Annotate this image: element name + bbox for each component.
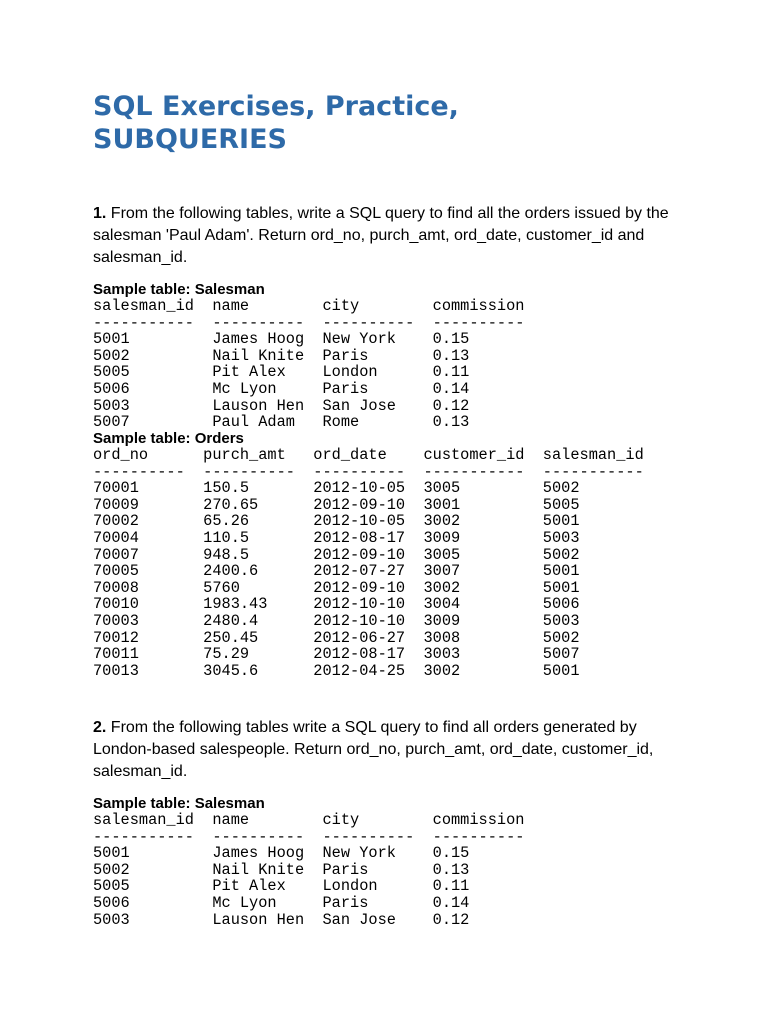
table-row: 5003 Lauson Hen San Jose 0.12 bbox=[93, 910, 470, 929]
table-row: 5007 Paul Adam Rome 0.13 bbox=[93, 413, 470, 432]
table-row: 5001 James Hoog New York 0.15 bbox=[93, 844, 470, 863]
salesman-table-1-body bbox=[93, 298, 524, 431]
orders-table bbox=[93, 430, 644, 679]
table-row: 5001 James Hoog New York 0.15 bbox=[93, 330, 470, 349]
salesman-table-1 bbox=[93, 281, 524, 431]
question-1-text: From the following tables, write a SQL query to find all the orders issued by the salesman 'Paul Adam'. Return ord_no, purch_amt, ord_date, customer_id and salesman_id. bbox=[93, 205, 669, 266]
table-row: 70013 3045.6 2012-04-25 3002 5001 bbox=[93, 661, 580, 680]
table-row: 5002 Nail Knite Paris 0.13 bbox=[93, 860, 470, 879]
table-row: 70007 948.5 2012-09-10 3005 5002 bbox=[93, 545, 580, 564]
table-header-row: salesman_id name city commission bbox=[93, 811, 525, 829]
table-row: 5005 Pit Alex London 0.11 bbox=[93, 363, 470, 382]
title-line-2: SUBQUERIES bbox=[93, 124, 287, 155]
question-2-text: From the following tables write a SQL query to find all orders generated by London-based salespeople. Return ord_no, purch_amt, ord_date, customer_id, salesman_id. bbox=[93, 719, 654, 780]
table-row: 5006 Mc Lyon Paris 0.14 bbox=[93, 893, 470, 912]
table-row: 70005 2400.6 2012-07-27 3007 5001 bbox=[93, 562, 580, 581]
salesman-table-2-body bbox=[93, 812, 524, 928]
table-header-row: ord_no purch_amt ord_date customer_id salesman_id bbox=[93, 446, 644, 464]
table-row: 70009 270.65 2012-09-10 3001 5005 bbox=[93, 495, 580, 514]
table-row: 70012 250.45 2012-06-27 3008 5002 bbox=[93, 628, 580, 647]
page-title bbox=[93, 90, 733, 156]
salesman-table-2 bbox=[93, 795, 524, 928]
table-row: 70001 150.5 2012-10-05 3005 5002 bbox=[93, 479, 580, 498]
table-row: 70002 65.26 2012-10-05 3002 5001 bbox=[93, 512, 580, 531]
question-1-number: 1. bbox=[93, 205, 107, 222]
question-2 bbox=[93, 717, 693, 783]
table-row: 5002 Nail Knite Paris 0.13 bbox=[93, 346, 470, 365]
table-row: 70011 75.29 2012-08-17 3003 5007 bbox=[93, 645, 580, 664]
salesman-table-2-label: Sample table: Salesman bbox=[93, 795, 265, 812]
table-row: 70004 110.5 2012-08-17 3009 5003 bbox=[93, 528, 580, 547]
table-row: 70003 2480.4 2012-10-10 3009 5003 bbox=[93, 611, 580, 630]
table-row: 5006 Mc Lyon Paris 0.14 bbox=[93, 379, 470, 398]
table-row: 70008 5760 2012-09-10 3002 5001 bbox=[93, 578, 580, 597]
salesman-table-1-label: Sample table: Salesman bbox=[93, 281, 265, 298]
question-2-number: 2. bbox=[93, 719, 107, 736]
table-divider-row: ----------- ---------- ---------- ---------- bbox=[93, 313, 525, 332]
table-row: 5003 Lauson Hen San Jose 0.12 bbox=[93, 396, 470, 415]
table-divider-row: ----------- ---------- ---------- ---------- bbox=[93, 827, 525, 846]
table-row: 70010 1983.43 2012-10-10 3004 5006 bbox=[93, 595, 580, 614]
orders-table-label: Sample table: Orders bbox=[93, 430, 244, 447]
table-header-row: salesman_id name city commission bbox=[93, 297, 525, 315]
orders-table-body bbox=[93, 447, 644, 679]
table-divider-row: ---------- ---------- ---------- ----------- ----------- bbox=[93, 462, 644, 481]
title-line-1: SQL Exercises, Practice, bbox=[93, 91, 459, 122]
table-row: 5005 Pit Alex London 0.11 bbox=[93, 877, 470, 896]
question-1 bbox=[93, 203, 693, 269]
